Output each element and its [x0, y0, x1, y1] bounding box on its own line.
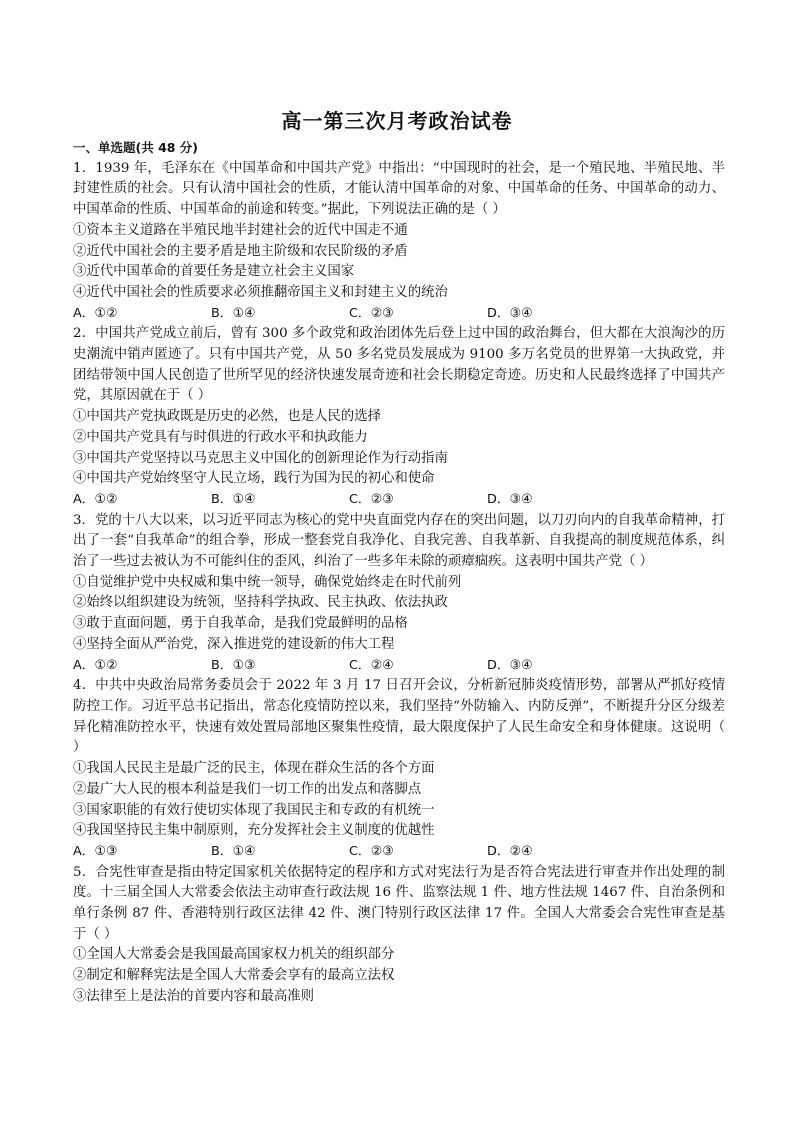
option-3: ③法律至上是法治的首要内容和最高准则 [73, 988, 315, 1004]
question-3 [73, 511, 725, 677]
answer-choices [73, 490, 725, 511]
answer-c[interactable]: C．②③ [349, 305, 394, 321]
answer-b[interactable]: B．①③ [211, 657, 256, 673]
option-1: ①自觉维护党中央权威和集中统一领导，确保党始终走在时代前列 [73, 574, 462, 590]
question-stem: 2．中国共产党成立前后，曾有 300 多个政党和政治团体先后登上过中国的政治舞台，但大都在大浪淘沙的历史潮流中销声匿迹了。只有中国共产党，从 50 多名党员发展成为 9100 多万名党员的世界第一大执政党，并团结带领中国人民创造了世所罕见的经济快速发展奇迹和社会长期稳定奇迹。历史和人民最终选择了中国共产党，其原因就在于（ ） [73, 326, 725, 404]
answer-d[interactable]: D．③④ [487, 657, 533, 673]
option-3: ③敢于直面问题，勇于自我革命，是我们党最鲜明的品格 [73, 616, 408, 632]
exam-content [73, 138, 725, 1008]
option-4: ④我国坚持民主集中制原则，充分发挥社会主义制度的优越性 [73, 823, 435, 839]
answer-a[interactable]: A．①③ [73, 843, 118, 859]
option-2: ②最广大人民的根本利益是我们一切工作的出发点和落脚点 [73, 781, 422, 797]
question-2 [73, 324, 725, 510]
question-4 [73, 676, 725, 862]
answer-choices [73, 842, 725, 863]
question-stem: 3．党的十八大以来，以习近平同志为核心的党中央直面党内存在的突出问题，以刀刃向内的自我革命精神，打出了一套“自我革命”的组合拳，形成一整套党自我净化、自我完善、自我革新、自我提高的制度规范体系，纠治了一些过去被认为不可能纠住的歪风，纠治了一些多年未除的顽瘴痼疾。这表明中国共产党（ ） [73, 512, 725, 570]
question-1 [73, 159, 725, 325]
question-stem: 5．合宪性审查是指由特定国家机关依据特定的程序和方式对宪法行为是否符合宪法进行审查并作出处理的制度。十三届全国人大常委会依法主动审查行政法规 16 件、监察法规 1 件、地方性法规 1467 件、自治条例和单行条例 87 件、香港特别行政区法律 42 件、澳门特别行政区法律 17 件。全国人大常委会合宪性审查是基于（ ） [73, 864, 725, 942]
question-5 [73, 863, 725, 1008]
answer-choices [73, 656, 725, 677]
answer-choices [73, 304, 725, 325]
option-1: ①中国共产党执政既是历史的必然，也是人民的选择 [73, 409, 381, 425]
answer-b[interactable]: B．①④ [211, 491, 256, 507]
option-3: ③国家职能的有效行使切实体现了我国民主和专政的有机统一 [73, 802, 435, 818]
answer-a[interactable]: A．①② [73, 657, 118, 673]
question-stem: 1．1939 年，毛泽东在《中国革命和中国共产党》中指出：“中国现时的社会，是一个殖民地、半殖民地、半封建性质的社会。只有认清中国社会的性质，才能认清中国革命的对象、中国革命的任务、中国革命的动力、中国革命的性质、中国革命的前途和转变。”据此，下列说法正确的是（ ） [73, 160, 725, 218]
answer-a[interactable]: A．①② [73, 491, 118, 507]
option-4: ④中国共产党始终坚守人民立场，践行为国为民的初心和使命 [73, 471, 435, 487]
answer-d[interactable]: D．③④ [487, 305, 533, 321]
option-3: ③中国共产党坚持以马克思主义中国化的创新理论作为行动指南 [73, 450, 448, 466]
answer-c[interactable]: C．②③ [349, 491, 394, 507]
answer-a[interactable]: A．①② [73, 305, 118, 321]
option-2: ②近代中国社会的主要矛盾是地主阶级和农民阶级的矛盾 [73, 243, 408, 259]
option-2: ②制定和解释宪法是全国人大常委会享有的最高立法权 [73, 968, 395, 984]
answer-c[interactable]: C．②④ [349, 657, 394, 673]
answer-d[interactable]: D．②④ [487, 843, 533, 859]
page-title: 高一第三次月考政治试卷 [281, 109, 513, 133]
answer-b[interactable]: B．①④ [211, 843, 256, 859]
answer-c[interactable]: C．②③ [349, 843, 394, 859]
answer-b[interactable]: B．①④ [211, 305, 256, 321]
section-heading: 一、单选题(共 48 分) [73, 140, 199, 155]
option-1: ①资本主义道路在半殖民地半封建社会的近代中国走不通 [73, 222, 408, 238]
option-3: ③近代中国革命的首要任务是建立社会主义国家 [73, 264, 355, 280]
answer-d[interactable]: D．③④ [487, 491, 533, 507]
question-stem: 4．中共中央政治局常务委员会于 2022 年 3 月 17 日召开会议，分析新冠肺炎疫情形势，部署从严抓好疫情防控工作。习近平总书记指出，常态化疫情防控以来，我们坚持“外防输入、内防反弹”，不断提升分区分级差异化精准防控水平，快速有效处置局部地区聚集性疫情，最大限度保护了人民生命安全和身体健康。这说明（ ） [73, 678, 725, 756]
option-2: ②始终以组织建设为统领，坚持科学执政、民主执政、依法执政 [73, 595, 448, 611]
option-4: ④坚持全面从严治党，深入推进党的建设新的伟大工程 [73, 636, 395, 652]
option-2: ②中国共产党具有与时俱进的行政水平和执政能力 [73, 429, 368, 445]
option-1: ①全国人大常委会是我国最高国家权力机关的组织部分 [73, 947, 395, 963]
option-4: ④近代中国社会的性质要求必须推翻帝国主义和封建主义的统治 [73, 284, 448, 300]
option-1: ①我国人民民主是最广泛的民主，体现在群众生活的各个方面 [73, 761, 435, 777]
